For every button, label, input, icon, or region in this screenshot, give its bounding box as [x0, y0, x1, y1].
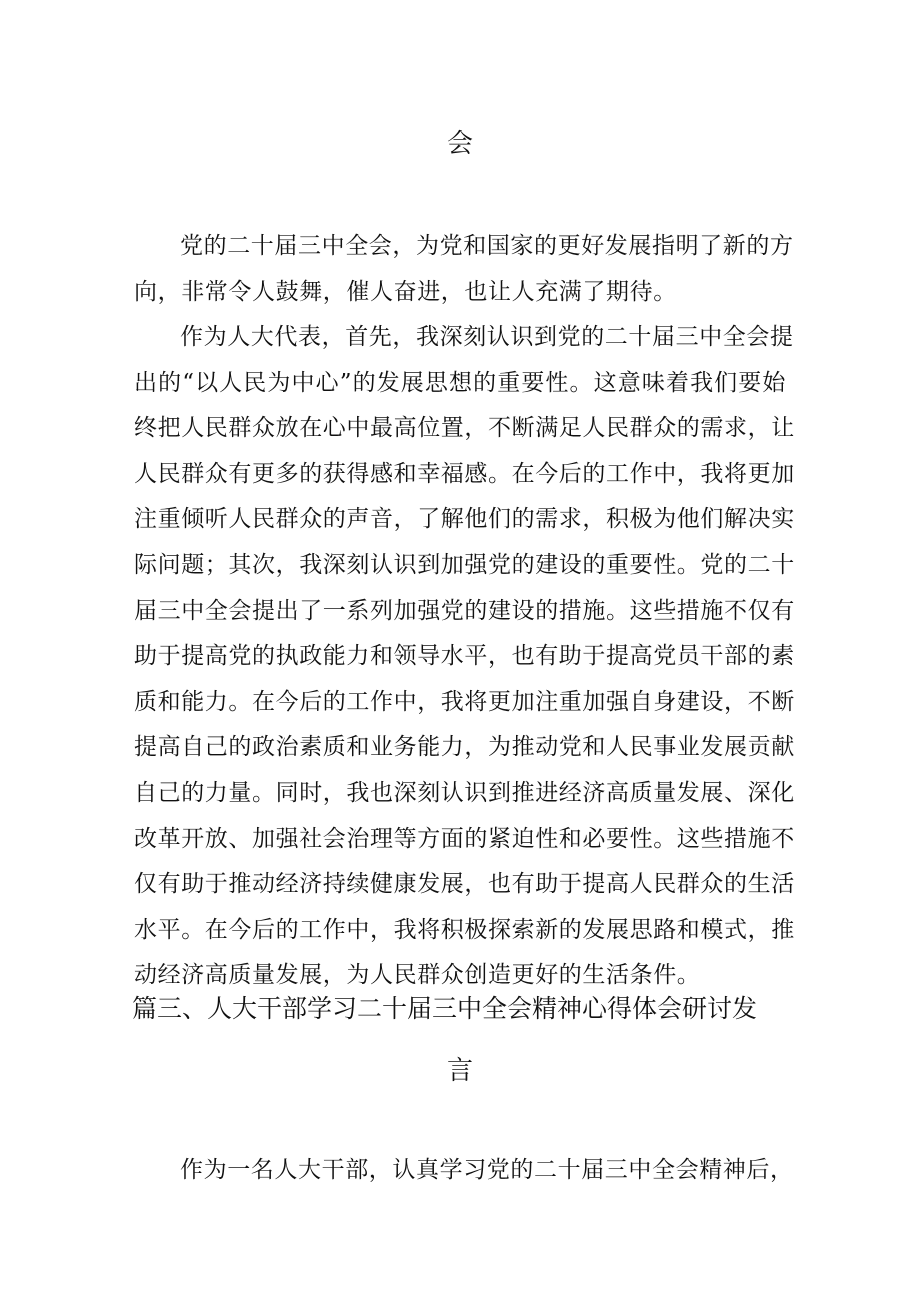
text-line: 仅有助于推动经济持续健康发展，也有助于提高人民群众的生活 — [134, 871, 795, 898]
text-line: 人民群众有更多的获得感和幸福感。在今后的工作中，我将更加 — [134, 460, 795, 487]
text-line: 出的“以人民为中心”的发展思想的重要性。这意味着我们要始 — [134, 369, 786, 396]
text-line: 水平。在今后的工作中，我将积极探索新的发展思路和模式，推 — [134, 916, 795, 943]
text-line: 向，非常令人鼓舞，催人奋进，也让人充满了期待。 — [134, 278, 677, 305]
paragraph-2 — [134, 315, 795, 999]
text-line: 提高自己的政治素质和业务能力，为推动党和人民事业发展贡献 — [134, 734, 795, 761]
text-line: 作为人大代表，首先，我深刻认识到党的二十届三中全会提 — [180, 324, 794, 350]
text-line: 党的二十届三中全会，为党和国家的更好发展指明了新的方 — [180, 233, 794, 259]
text-line: 动经济高质量发展，为人民群众创造更好的生活条件。 — [134, 962, 701, 989]
section-title-line-2: 言 — [446, 1056, 473, 1086]
section-title-line-1: 篇三、人大干部学习二十届三中全会精神心得体会研讨发 — [132, 994, 758, 1023]
text-line: 注重倾听人民群众的声音，了解他们的需求，积极为他们解决实 — [134, 506, 795, 533]
previous-title-tail: 会 — [446, 129, 473, 159]
paragraph-3 — [134, 1148, 794, 1194]
paragraph-1 — [134, 224, 794, 315]
text-line: 自己的力量。同时，我也深刻认识到推进经济高质量发展、深化 — [134, 779, 795, 806]
text-line: 届三中全会提出了一系列加强党的建设的措施。这些措施不仅有 — [134, 597, 795, 624]
text-line: 质和能力。在今后的工作中，我将更加注重加强自身建设，不断 — [134, 688, 795, 715]
text-line: 际问题；其次，我深刻认识到加强党的建设的重要性。党的二十 — [134, 551, 795, 578]
text-line: 助于提高党的执政能力和领导水平，也有助于提高党员干部的素 — [134, 643, 795, 670]
text-line: 终把人民群众放在心中最高位置，不断满足人民群众的需求，让 — [134, 415, 795, 442]
text-line: 作为一名人大干部，认真学习党的二十届三中全会精神后， — [180, 1157, 794, 1183]
text-line: 改革开放、加强社会治理等方面的紧迫性和必要性。这些措施不 — [134, 825, 795, 852]
